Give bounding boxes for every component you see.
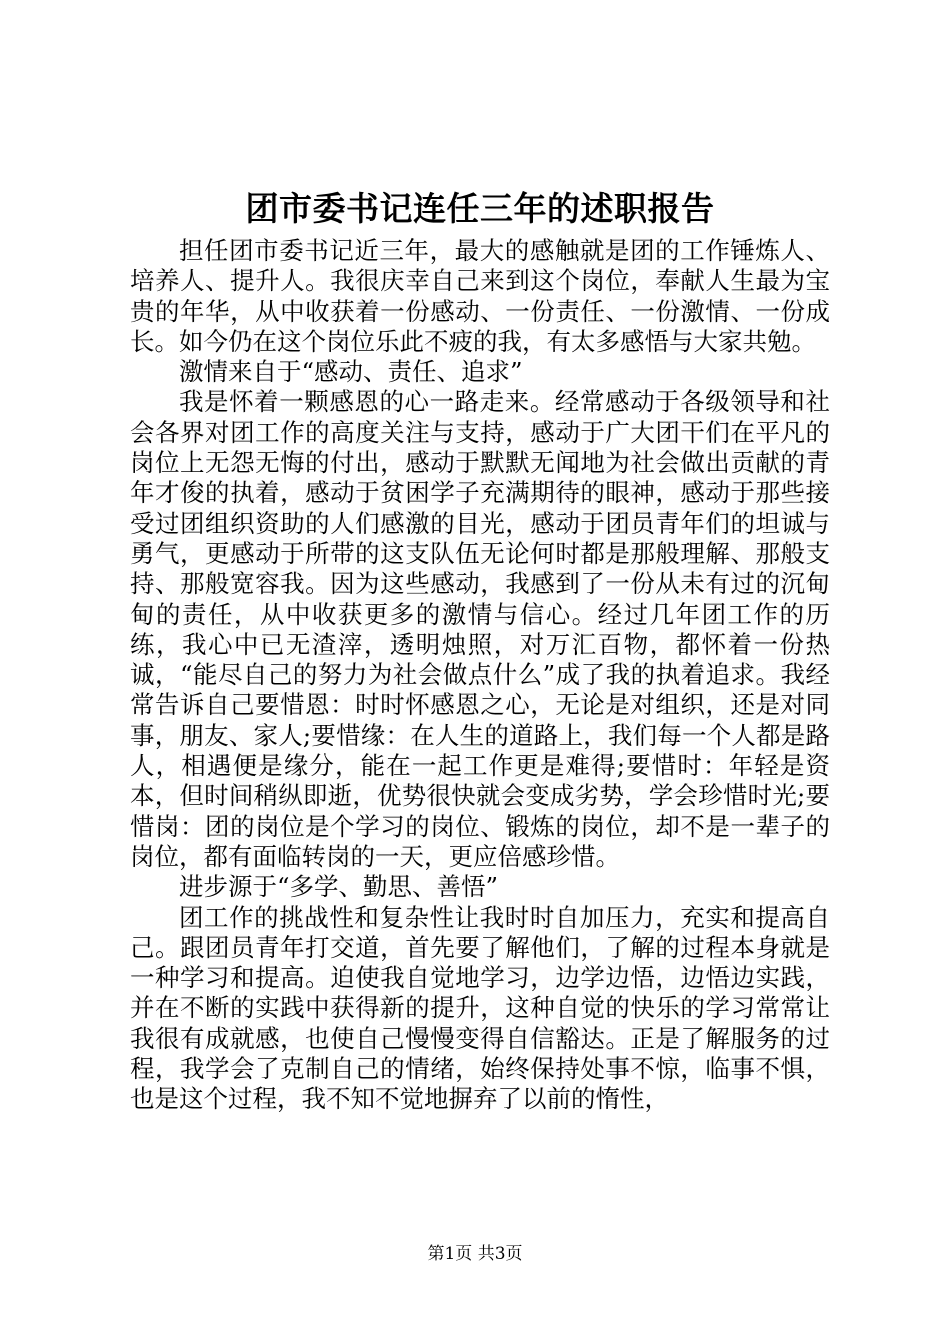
paragraph-learning: 团工作的挑战性和复杂性让我时时自加压力，充实和提高自己。跟团员青年打交道，首先要了解他们，了解的过程本身就是一种学习和提高。迫使我自觉地学习，边学边悟，边悟边实践，并在不断的实践中获得新的提升，这种自觉的快乐的学习常常让我很有成就感，也使自己慢慢变得自信豁达。正是了解服务的过程，我学会了克制自己的情绪，始终保持处事不惊，临事不惧，也是这个过程，我不知不觉地摒弃了以前的惰性，	[130, 902, 830, 1114]
paragraph-gratitude: 我是怀着一颗感恩的心一路走来。经常感动于各级领导和社会各界对团工作的高度关注与支持，感动于广大团干们在平凡的岗位上无怨无悔的付出，感动于默默无闻地为社会做出贡献的青年才俊的执着，感动于贫困学子充满期待的眼神，感动于那些接受过团组织资助的人们感激的目光，感动于团员青年们的坦诚与勇气，更感动于所带的这支队伍无论何时都是那般理解、那般支持、那般宽容我。因为这些感动，我感到了一份从未有过的沉甸甸的责任，从中收获更多的激情与信心。经过几年团工作的历练，我心中已无渣滓，透明烛照，对万汇百物，都怀着一份热诚，“能尽自己的努力为社会做点什么”成了我的执着追求。我经常告诉自己要惜恩：时时怀感恩之心，无论是对组织，还是对同事，朋友、家人;要惜缘：在人生的道路上，我们每一个人都是路人，相遇便是缘分，能在一起工作更是难得;要惜时：年轻是资本，但时间稍纵即逝，优势很快就会变成劣势，学会珍惜时光;要惜岗：团的岗位是个学习的岗位、锻炼的岗位，却不是一辈子的岗位，都有面临转岗的一天，更应倍感珍惜。	[130, 387, 830, 871]
paragraph-intro: 担任团市委书记近三年，最大的感触就是团的工作锤炼人、培养人、提升人。我很庆幸自己来到这个岗位，奉献人生最为宝贵的年华，从中收获着一份感动、一份责任、一份激情、一份成长。如今仍在这个岗位乐此不疲的我，有太多感悟与大家共勉。	[130, 236, 830, 356]
document-title: 团市委书记连任三年的述职报告	[245, 189, 715, 228]
page-number-footer: 第1页 共3页	[427, 1244, 523, 1264]
section-heading-passion: 激情来自于“感动、责任、追求”	[179, 357, 523, 387]
document-body	[130, 236, 830, 1115]
section-heading-progress: 进步源于“多学、勤思、善悟”	[179, 872, 499, 902]
